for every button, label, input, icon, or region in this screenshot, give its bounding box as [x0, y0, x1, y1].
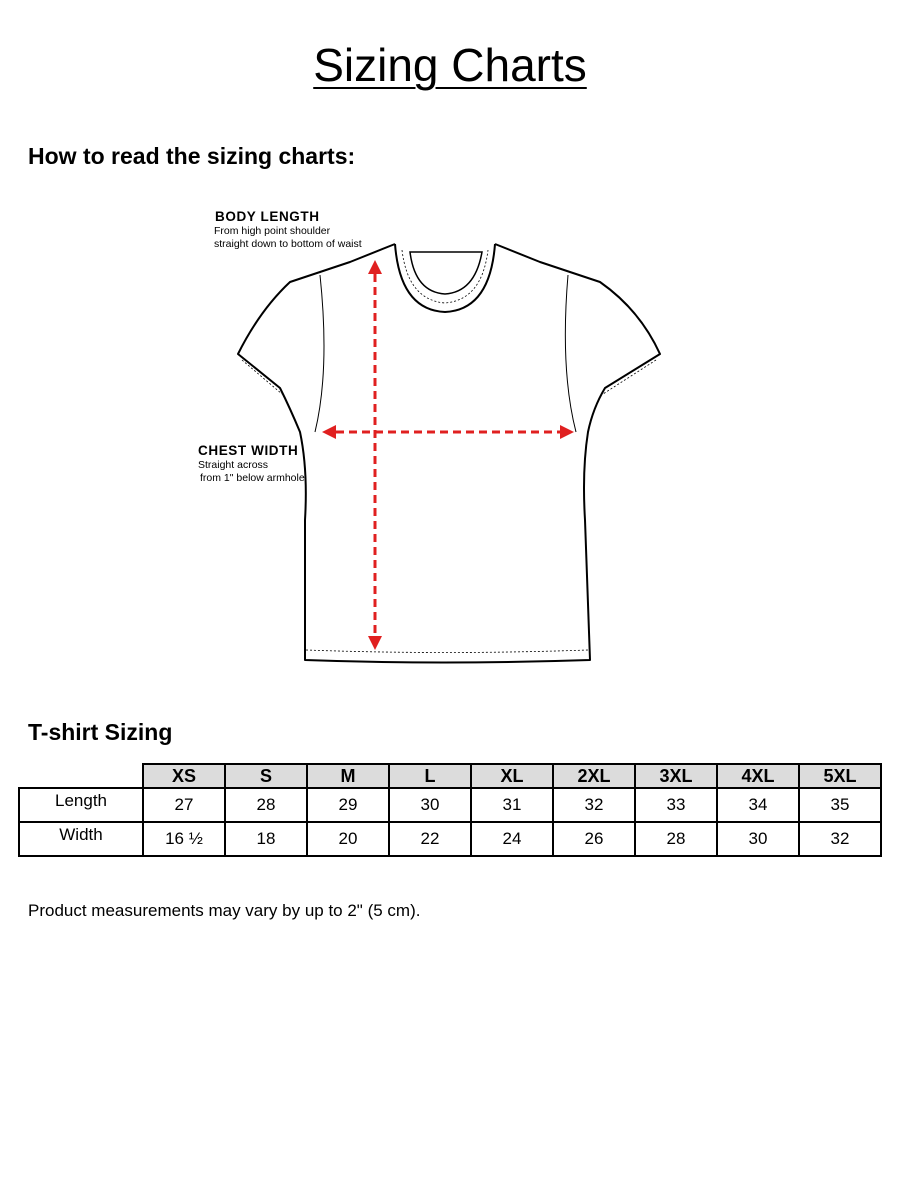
body-length-desc-2: straight down to bottom of waist — [214, 238, 362, 250]
size-header-row — [19, 764, 881, 788]
row-label-length: Length — [19, 788, 143, 822]
size-header: XL — [471, 764, 553, 788]
table-cell: 27 — [143, 788, 225, 822]
tshirt-illustration — [190, 200, 680, 680]
table-cell: 28 — [225, 788, 307, 822]
table-cell: 31 — [471, 788, 553, 822]
table-cell: 20 — [307, 822, 389, 856]
table-cell: 18 — [225, 822, 307, 856]
table-row-width — [19, 822, 881, 856]
chest-width-label: CHEST WIDTH — [198, 443, 299, 458]
table-cell: 35 — [799, 788, 881, 822]
size-header: 2XL — [553, 764, 635, 788]
table-cell: 24 — [471, 822, 553, 856]
table-cell: 32 — [799, 822, 881, 856]
table-corner — [19, 764, 143, 788]
size-header: L — [389, 764, 471, 788]
size-header: 5XL — [799, 764, 881, 788]
chest-width-desc-1: Straight across — [198, 459, 269, 471]
table-cell: 30 — [389, 788, 471, 822]
size-header: 3XL — [635, 764, 717, 788]
how-to-read-heading: How to read the sizing charts: — [28, 143, 356, 169]
chest-width-desc-2: from 1" below armhole — [200, 472, 305, 484]
table-cell: 30 — [717, 822, 799, 856]
table-cell: 29 — [307, 788, 389, 822]
tshirt-sizing-table — [18, 763, 882, 857]
measurement-variance-note: Product measurements may vary by up to 2" (5 cm). — [28, 901, 421, 920]
body-length-label: BODY LENGTH — [215, 209, 320, 224]
tshirt-measurement-diagram — [190, 200, 680, 680]
tshirt-outline — [238, 244, 660, 663]
body-length-desc-1: From high point shoulder — [214, 225, 331, 237]
size-header: S — [225, 764, 307, 788]
table-cell: 26 — [553, 822, 635, 856]
table-cell: 16 ½ — [143, 822, 225, 856]
size-header: M — [307, 764, 389, 788]
tshirt-sizing-heading: T-shirt Sizing — [28, 719, 173, 745]
table-cell: 32 — [553, 788, 635, 822]
table-cell: 33 — [635, 788, 717, 822]
table-cell: 34 — [717, 788, 799, 822]
page-title: Sizing Charts — [313, 39, 587, 91]
size-header: 4XL — [717, 764, 799, 788]
table-row-length — [19, 788, 881, 822]
table-cell: 28 — [635, 822, 717, 856]
table-cell: 22 — [389, 822, 471, 856]
size-header: XS — [143, 764, 225, 788]
row-label-width: Width — [19, 822, 143, 856]
